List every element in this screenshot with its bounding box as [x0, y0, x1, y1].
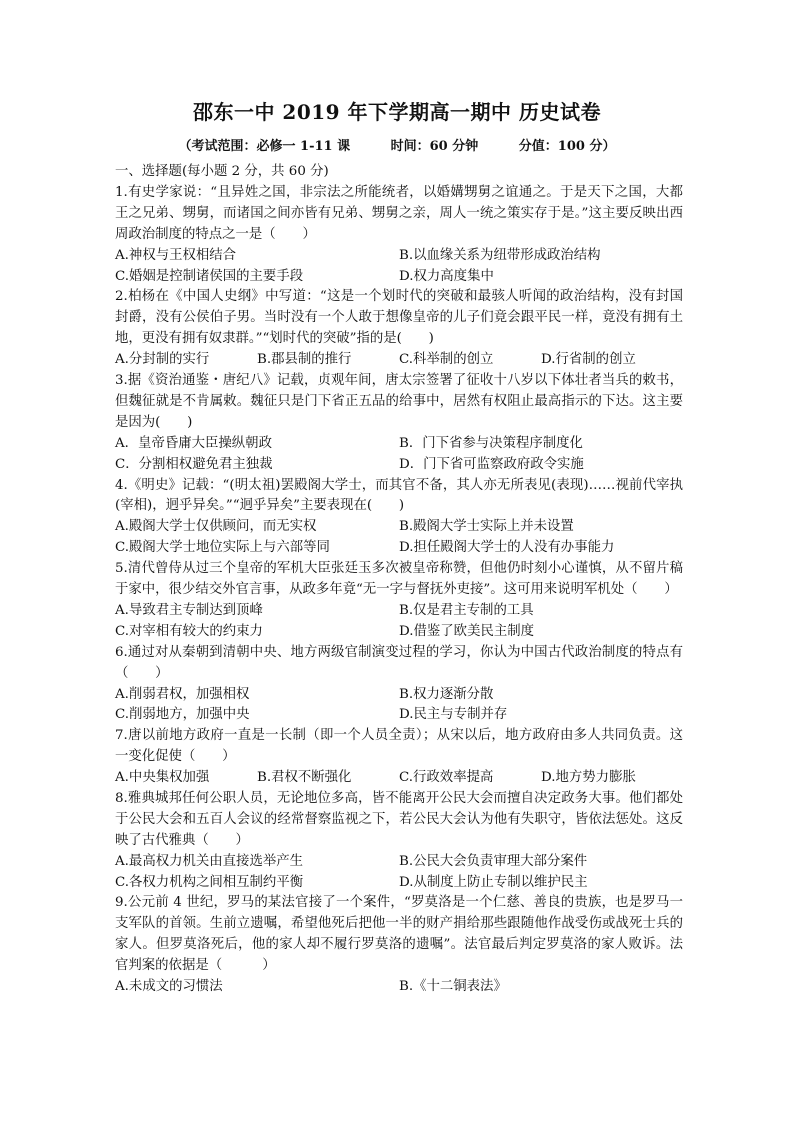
- option-a: A.最高权力机关由直接选举产生: [115, 853, 304, 869]
- option-c: C.各权力机构之间相互制约平衡: [115, 874, 304, 890]
- option-d: D.从制度上防止专制以维护民主: [399, 874, 588, 890]
- question-2: [115, 287, 683, 371]
- option-row: [115, 267, 683, 288]
- question-6: [115, 643, 683, 727]
- question-5: [115, 559, 683, 643]
- option-a: A.神权与王权相结合: [115, 247, 237, 263]
- option-d: D．门下省可监察政府政令实施: [399, 456, 584, 472]
- option-row: [115, 517, 683, 538]
- question-stem: 4.《明史》记载：“(明太祖)罢殿阁大学士，而其官不备，其人亦无所表见(表现)……视前代宰执(宰相)，迥乎异矣。”“迥乎异矣”主要表现在( ): [115, 477, 684, 514]
- section-heading: 一、选择题(每小题 2 分，共 60 分): [115, 164, 329, 179]
- question-4: [115, 476, 683, 560]
- option-b: B.君权不断强化: [257, 770, 352, 786]
- option-d: D.借鉴了欧美民主制度: [399, 623, 535, 639]
- option-row: [115, 768, 683, 789]
- option-c: C.对宰相有较大的约束力: [115, 623, 263, 639]
- option-a: A.削弱君权，加强相权: [115, 686, 250, 702]
- question-stem: 5.清代曾侍从过三个皇帝的军机大臣张廷玉多次被皇帝称赞，但他仍时刻小心谨慎，从不留片稿于家中，很少结交外官言事，从政多年竟“无一字与督抚外吏接”。这可用来说明军机处（ ）: [115, 561, 683, 597]
- option-b: B.以血缘关系为纽带形成政治结构: [399, 247, 601, 263]
- page-title: 邵东一中 2019 年下学期高一期中 历史试卷: [192, 100, 602, 124]
- option-b: B．门下省参与决策程序制度化: [399, 435, 583, 451]
- option-a: A.中央集权加强: [115, 770, 210, 786]
- question-9: [115, 893, 683, 998]
- option-row: [115, 601, 683, 622]
- option-row: [115, 538, 683, 559]
- option-row: [115, 873, 683, 894]
- question-8: [115, 789, 683, 894]
- question-1: [115, 183, 683, 288]
- option-row: [115, 685, 683, 706]
- option-d: D.民主与专制并存: [399, 707, 508, 723]
- option-c: C.婚姻是控制诸侯国的主要手段: [115, 268, 304, 284]
- question-3: [115, 371, 683, 476]
- question-stem: 2.柏杨在《中国人史纲》中写道：“这是一个划时代的突破和最骇人听闻的政治结构，没有封国封爵，没有公侯伯子男。当时没有一个人敢于想像皇帝的儿子们竟会跟平民一样，竟没有拥有土地，更没有拥有奴隶群。”“划时代的突破”指的是( ): [115, 289, 683, 347]
- question-stem: 9.公元前 4 世纪，罗马的某法官接了一个案件，“罗莫洛是一个仁慈、善良的贵族，也是罗马一支军队的首领。生前立遗嘱，希望他死后把他一半的财产捐给那些跟随他作战受伤或战死士兵的家人。但罗莫洛死后，他的家人却不履行罗莫洛的遗嘱”。法官最后判定罗莫洛的家人败诉。法官判案的依据是（ ）: [115, 895, 683, 974]
- option-row: [115, 434, 683, 455]
- option-row: [115, 977, 683, 998]
- option-row: [115, 622, 683, 643]
- option-d: D.地方势力膨胀: [541, 770, 636, 786]
- question-stem: 7.唐以前地方政府一直是一长制（即一个人员全责）；从宋以后，地方政府由多人共同负责。这一变化促使（ ）: [115, 728, 683, 765]
- option-a: A．皇帝昏庸大臣操纵朝政: [115, 435, 272, 451]
- option-row: [115, 350, 683, 371]
- option-b: B.殿阁大学士实际上并未设置: [399, 519, 574, 535]
- question-7: [115, 726, 683, 789]
- option-c: C.削弱地方，加强中央: [115, 707, 250, 723]
- option-a: A.分封制的实行: [115, 352, 210, 368]
- option-row: [115, 455, 683, 476]
- exam-time: 时间：60 分钟: [390, 139, 479, 154]
- exam-score: 分值：100 分）: [518, 139, 616, 154]
- option-row: [115, 246, 683, 267]
- question-list: [115, 162, 683, 998]
- option-b: B.公民大会负责审理大部分案件: [399, 853, 588, 869]
- option-c: C.殿阁大学士地位实际上与六部等同: [115, 540, 330, 556]
- option-c: C.科举制的创立: [399, 352, 494, 368]
- option-c: C.行政效率提高: [399, 770, 494, 786]
- option-b: B.《十二铜表法》: [399, 979, 507, 995]
- option-b: B.郡县制的推行: [257, 352, 352, 368]
- option-a: A.殿阁大学士仅供顾问，而无实权: [115, 519, 317, 535]
- option-b: B.仅是君主专制的工具: [399, 602, 534, 618]
- option-d: D.行省制的创立: [541, 352, 636, 368]
- option-a: A.未成文的习惯法: [115, 979, 223, 995]
- question-stem: 6.通过对从秦朝到清朝中央、地方两级官制演变过程的学习，你认为中国古代政治制度的特点有（ ）: [115, 644, 683, 681]
- question-stem: 1.有史学家说：“且异姓之国，非宗法之所能统者，以婚媾甥舅之谊通之。于是天下之国，大都王之兄弟、甥舅，而诸国之间亦皆有兄弟、甥舅之亲，周人一统之策实存于是。”这主要反映出西周政治制度的特点之一是（ ）: [115, 184, 683, 242]
- option-d: D.担任殿阁大学士的人没有办事能力: [399, 540, 615, 556]
- option-row: [115, 852, 683, 873]
- question-stem: 8.雅典城邦任何公职人员，无论地位多高，皆不能离开公民大会而擅自决定政务大事。他们都处于公民大会和五百人会议的经常督察监视之下，若公民大会认为他有失职守，皆依法惩处。这反映了古代雅典（ ）: [115, 790, 683, 848]
- option-d: D.权力高度集中: [399, 268, 494, 284]
- exam-info: [0, 135, 794, 154]
- option-row: [115, 705, 683, 726]
- question-stem: 3.据《资治通鉴・唐纪八》记载，贞观年间，唐太宗签署了征收十八岁以下体壮者当兵的敕书，但魏征就是不肯属敕。魏征只是门下省正五品的给事中，居然有权阻止最高指示的下达。这主要是因为( ): [115, 373, 683, 430]
- option-a: A.导致君主专制达到顶峰: [115, 602, 263, 618]
- exam-scope: （考试范围：必修一 1-11 课: [178, 139, 351, 154]
- option-c: C．分割相权避免君主独裁: [115, 456, 273, 472]
- option-b: B.权力逐渐分散: [399, 686, 494, 702]
